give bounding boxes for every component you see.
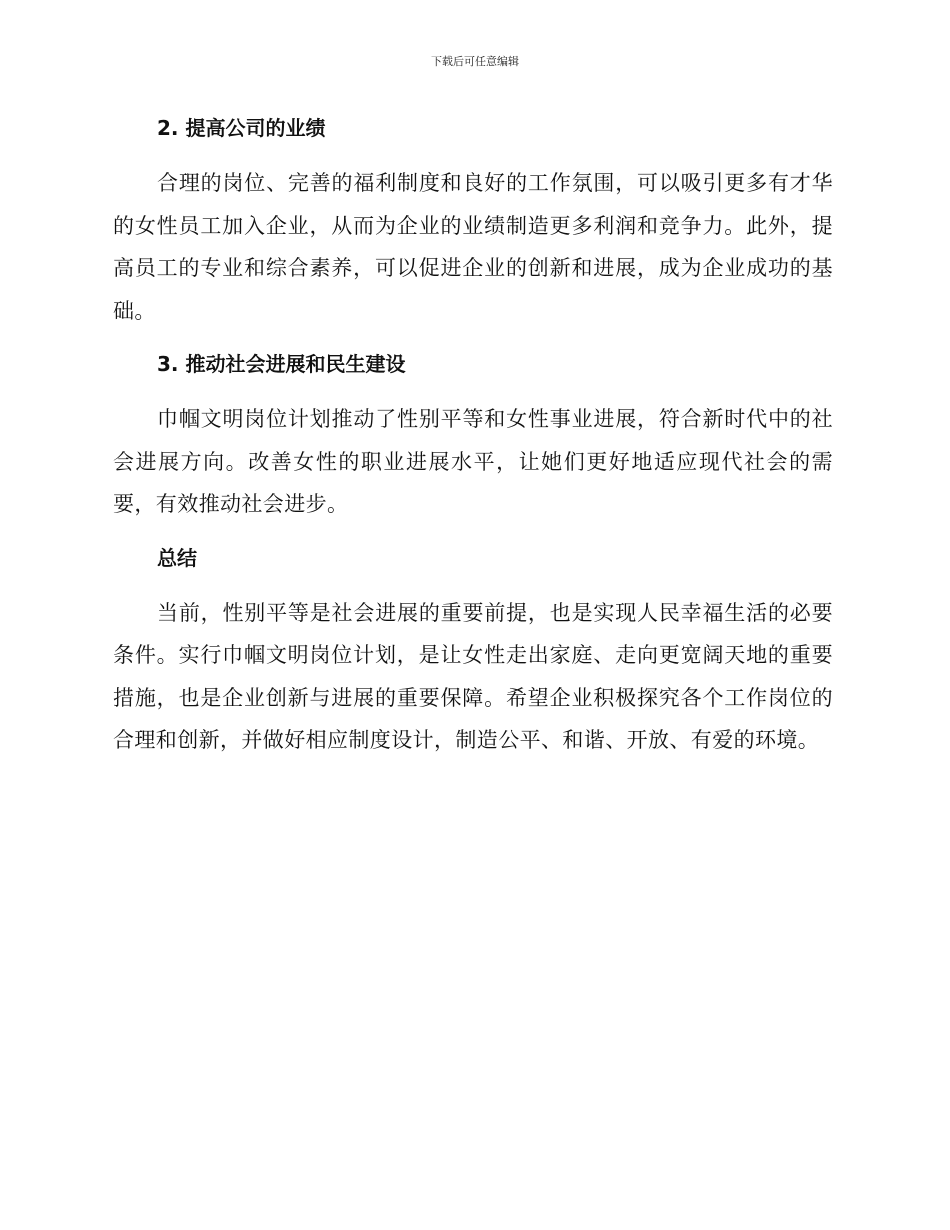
section-heading-social-progress: 3. 推动社会进展和民生建设 [157,352,406,376]
section-paragraph-summary: 当前，性别平等是社会进展的重要前提，也是实现人民幸福生活的必要条件。实行巾帼文明岗位计划，是让女性走出家庭、走向更宽阔天地的重要措施，也是企业创新与进展的重要保障。希望企业积极探究各个工作岗位的合理和创新，并做好相应制度设计，制造公平、和谐、开放、有爱的环境。 [113,600,833,752]
section-paragraph-improve-performance: 合理的岗位、完善的福利制度和良好的工作氛围，可以吸引更多有才华的女性员工加入企业，从而为企业的业绩制造更多利润和竞争力。此外，提高员工的专业和综合素养，可以促进企业的创新和进展，成为企业成功的基础。 [113,171,833,323]
section-heading-summary: 总结 [157,545,197,570]
document-body [113,110,833,762]
section-paragraph-social-progress: 巾帼文明岗位计划推动了性别平等和女性事业进展，符合新时代中的社会进展方向。改善女性的职业进展水平，让她们更好地适应现代社会的需要，有效推动社会进步。 [113,407,833,516]
page-header: 下载后可任意编辑 [431,55,519,68]
section-heading-improve-performance: 2. 提高公司的业绩 [157,116,326,140]
